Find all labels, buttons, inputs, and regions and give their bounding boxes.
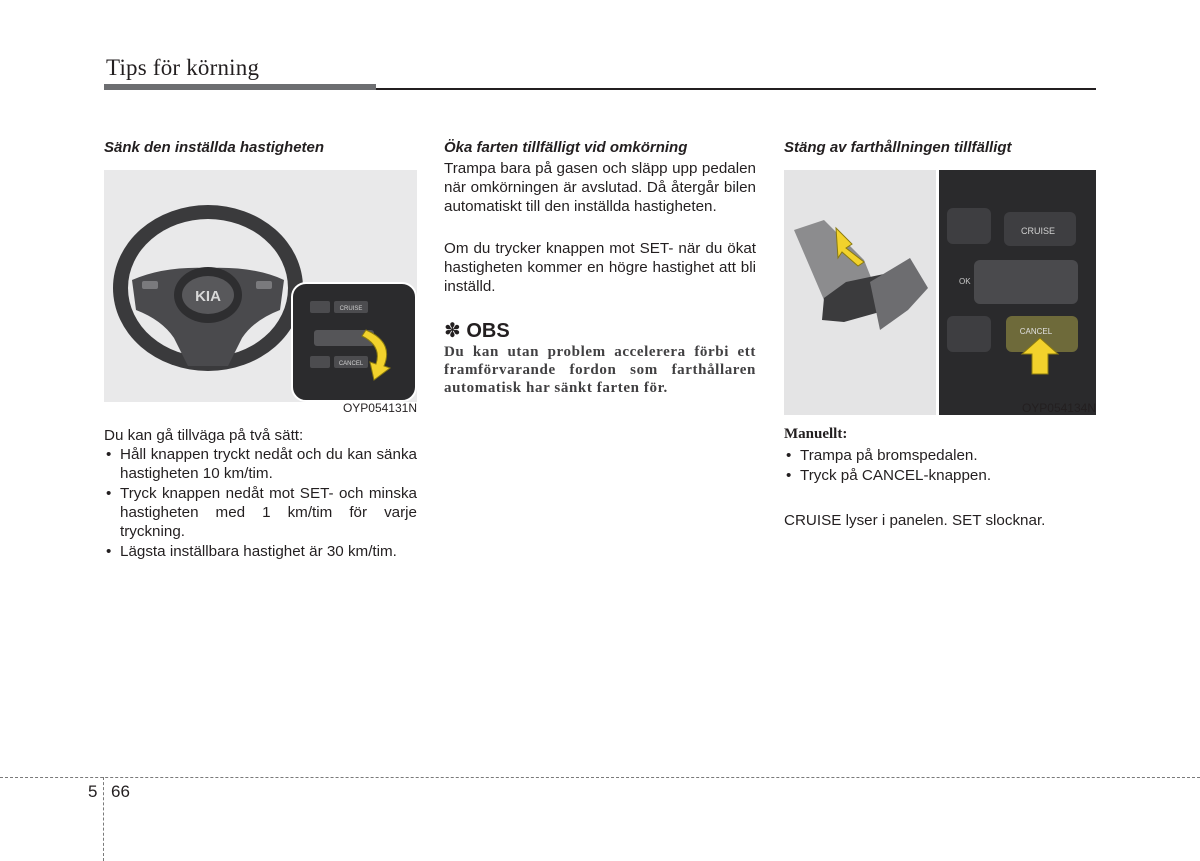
section-number: 5 bbox=[88, 782, 98, 801]
list-item: • Lägsta inställbara hastighet är 30 km/tim. bbox=[104, 542, 417, 561]
col3-heading: Stäng av farthållningen tillfälligt bbox=[784, 139, 1012, 156]
col1-bullet-list bbox=[104, 445, 417, 561]
col3-note: CRUISE lyser i panelen. SET slocknar. bbox=[784, 512, 1046, 529]
col1-body bbox=[104, 426, 417, 562]
list-item: • Tryck på CANCEL-knappen. bbox=[784, 466, 1096, 485]
footer-divider bbox=[0, 777, 1200, 778]
col2-heading: Öka farten tillfälligt vid omkörning bbox=[444, 139, 688, 156]
inset-cruise-label: CRUISE bbox=[339, 306, 363, 312]
obs-title: ✽ OBS bbox=[444, 320, 510, 342]
list-item: • Tryck knappen nedåt mot SET- och minska hastigheten med 1 km/tim för varje tryckning. bbox=[104, 484, 417, 541]
col2-para1: Trampa bara på gasen och släpp upp pedalen när omkörningen är avslutad. Då återgår bilen automatiskt till den inställda hastigheten. bbox=[444, 160, 756, 215]
col1-intro: Du kan gå tillväga på två sätt: bbox=[104, 427, 304, 444]
col1-heading: Sänk den inställda hastigheten bbox=[104, 139, 325, 156]
header-rule bbox=[376, 88, 1096, 90]
list-item: • Håll knappen tryckt nedåt och du kan sänka hastigheten 10 km/tim. bbox=[104, 445, 417, 483]
figure-cancel-button bbox=[784, 170, 1096, 415]
photo-cancel-label: CANCEL bbox=[1019, 327, 1053, 336]
footer-vertical-divider bbox=[103, 777, 104, 861]
list-item: • Trampa på bromspedalen. bbox=[784, 446, 1096, 465]
col3-bullet-list bbox=[784, 446, 1096, 486]
page-number: 66 bbox=[111, 782, 130, 801]
figure-steering-wheel bbox=[104, 170, 417, 415]
col2-para2: Om du trycker knappen mot SET- när du ökat hastigheten kommer en högre hastighet att bli inställd. bbox=[444, 240, 756, 295]
photo-ok-label: OK bbox=[959, 277, 971, 286]
header-rule-dark bbox=[104, 84, 376, 90]
manual-label: Manuellt: bbox=[784, 426, 848, 442]
page-header-title: Tips för körning bbox=[106, 55, 260, 80]
obs-text: Du kan utan problem accelerera förbi ett framförvarande fordon som farthållaren automatisk har sänkt farten för. bbox=[444, 344, 756, 396]
photo-cruise-label: CRUISE bbox=[1020, 226, 1056, 236]
figure-code-2: OYP054134N bbox=[1021, 401, 1096, 415]
figure-code-1: OYP054131N bbox=[342, 401, 417, 415]
kia-logo-text: KIA bbox=[195, 288, 221, 305]
inset-cancel-label: CANCEL bbox=[338, 361, 364, 367]
